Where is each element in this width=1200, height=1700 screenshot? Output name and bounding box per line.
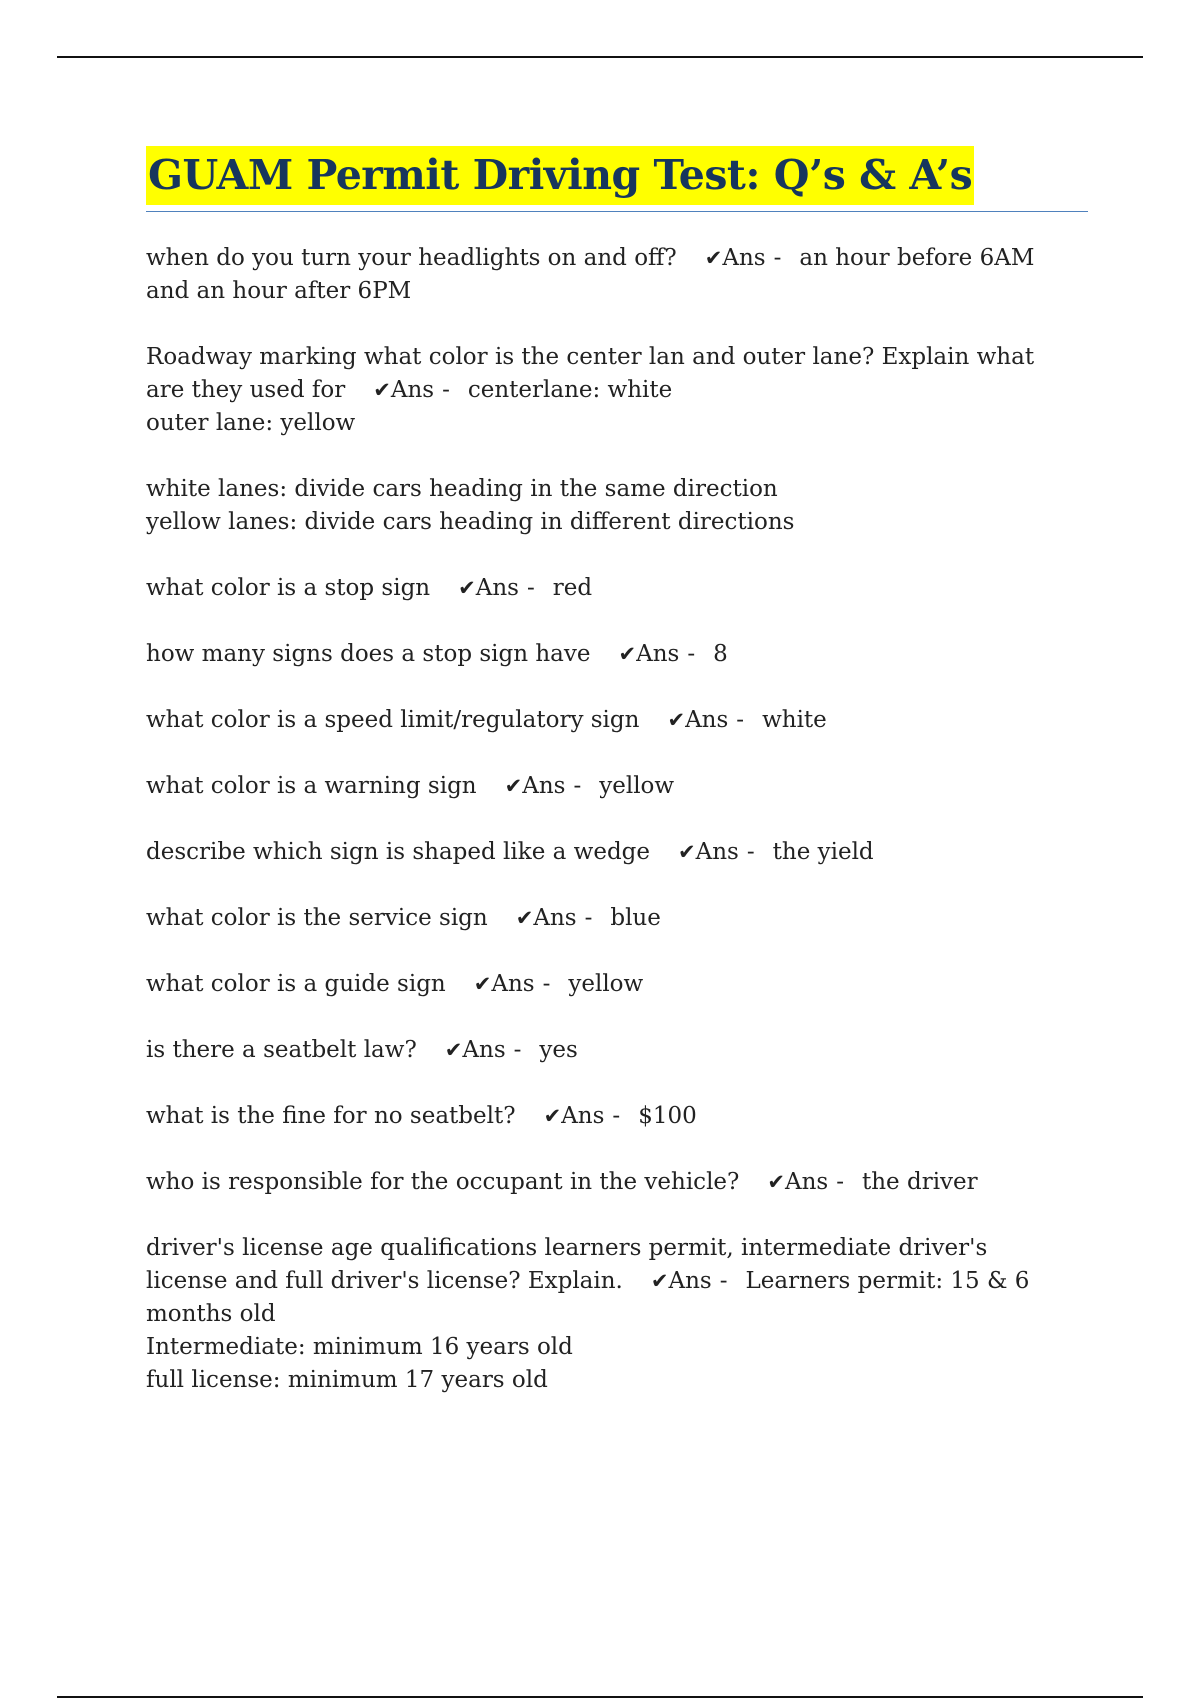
question-text: how many signs does a stop sign have xyxy=(146,641,591,667)
header-rule xyxy=(57,56,1143,58)
answer-text: yellow lanes: divide cars heading in different directions xyxy=(146,509,795,535)
checkmark-icon: ✔ xyxy=(618,642,637,666)
answer-text: months old xyxy=(146,1301,276,1327)
answer-text: white xyxy=(762,707,827,733)
qa-item-wedge-sign: describe which sign is shaped like a wedge ✔Ans - the yield xyxy=(146,839,874,865)
qa-item-guide-sign: what color is a guide sign ✔Ans - yellow xyxy=(146,971,644,997)
answer-text: and an hour after 6PM xyxy=(146,278,412,304)
answer-text: the driver xyxy=(862,1169,978,1195)
answer-text: Learners permit: 15 & 6 xyxy=(745,1268,1030,1294)
qa-item-regulatory-sign: what color is a speed limit/regulatory sign ✔Ans - white xyxy=(146,707,827,733)
answer-text: full license: minimum 17 years old xyxy=(146,1367,548,1393)
ans-label: Ans xyxy=(636,641,680,667)
qa-item-seatbelt-law: is there a seatbelt law? ✔Ans - yes xyxy=(146,1037,578,1063)
answer-text: an hour before 6AM xyxy=(799,245,1035,271)
question-text: what color is a warning sign xyxy=(146,773,477,799)
answer-text: outer lane: yellow xyxy=(146,410,356,436)
answer-text: the yield xyxy=(772,839,874,865)
checkmark-icon: ✔ xyxy=(678,840,696,864)
question-text: describe which sign is shaped like a wedge xyxy=(146,839,651,865)
ans-label: Ans xyxy=(462,1037,506,1063)
checkmark-icon: ✔ xyxy=(515,906,534,930)
answer-text: blue xyxy=(610,905,661,931)
footer-rule xyxy=(57,1696,1143,1698)
ans-label: Ans xyxy=(722,245,766,271)
answer-text: yellow xyxy=(568,971,644,997)
checkmark-icon: ✔ xyxy=(504,774,523,798)
checkmark-icon: ✔ xyxy=(473,972,492,996)
answer-text: yes xyxy=(539,1037,578,1063)
question-text: Roadway marking what color is the center lan and outer lane? Explain what xyxy=(146,344,1035,370)
ans-label: Ans xyxy=(475,575,519,601)
checkmark-icon: ✔ xyxy=(667,708,686,732)
checkmark-icon: ✔ xyxy=(458,576,476,600)
question-text: what color is a guide sign xyxy=(146,971,446,997)
question-text: who is responsible for the occupant in the vehicle? xyxy=(146,1169,740,1195)
question-text: is there a seatbelt law? xyxy=(146,1037,417,1063)
question-text: what color is a stop sign xyxy=(146,575,431,601)
question-text: driver's license age qualifications learners permit, intermediate driver's xyxy=(146,1235,988,1261)
ans-label: Ans xyxy=(533,905,577,931)
qa-item-stop-sign-sides: how many signs does a stop sign have ✔Ans - 8 xyxy=(146,641,728,667)
ans-label: Ans xyxy=(685,707,729,733)
qa-item-service-sign: what color is the service sign ✔Ans - blue xyxy=(146,905,661,931)
checkmark-icon: ✔ xyxy=(650,1269,669,1293)
checkmark-icon: ✔ xyxy=(543,1104,562,1128)
qa-item-stop-sign-color: what color is a stop sign ✔Ans - red xyxy=(146,575,593,601)
answer-text: centerlane: white xyxy=(467,377,673,403)
qa-item-roadway-marking: Roadway marking what color is the center lan and outer lane? Explain what are they used for ✔Ans - centerlane: white outer lane: yellow white lanes: divide cars heading in the same direction yellow lanes: divide cars heading in different directions xyxy=(146,341,1088,539)
answer-text: red xyxy=(552,575,593,601)
qa-list xyxy=(146,242,1088,1397)
question-text: what color is the service sign xyxy=(146,905,488,931)
checkmark-icon: ✔ xyxy=(767,1170,785,1194)
qa-item-seatbelt-fine: what is the fine for no seatbelt? ✔Ans - $100 xyxy=(146,1103,697,1129)
answer-text: $100 xyxy=(638,1103,697,1129)
ans-label: Ans xyxy=(561,1103,605,1129)
qa-item-warning-sign: what color is a warning sign ✔Ans - yellow xyxy=(146,773,675,799)
checkmark-icon: ✔ xyxy=(444,1038,463,1062)
checkmark-icon: ✔ xyxy=(704,246,723,270)
question-text: what color is a speed limit/regulatory sign xyxy=(146,707,640,733)
page-title: GUAM Permit Driving Test: Q’s & A’s xyxy=(146,146,974,205)
ans-label: Ans xyxy=(695,839,739,865)
ans-label: Ans xyxy=(784,1169,829,1195)
ans-label: Ans xyxy=(522,773,566,799)
title-block xyxy=(146,146,1088,212)
question-text: are they used for xyxy=(146,377,346,403)
question-text: when do you turn your headlights on and off? xyxy=(146,245,677,271)
question-text: what is the fine for no seatbelt? xyxy=(146,1103,516,1129)
question-text: license and full driver's license? Explain. xyxy=(146,1268,623,1294)
answer-text: white lanes: divide cars heading in the same direction xyxy=(146,476,778,502)
qa-item-license-age: driver's license age qualifications learners permit, intermediate driver's license and full driver's license? Explain. ✔Ans - Learners permit: 15 & 6 months old Intermediate: minimum 16 years old full license: minimum 17 years old xyxy=(146,1232,1088,1397)
answer-text: yellow xyxy=(599,773,675,799)
answer-text: 8 xyxy=(713,641,728,667)
ans-label: Ans xyxy=(390,377,435,403)
qa-item-occupant-responsibility: who is responsible for the occupant in the vehicle? ✔Ans - the driver xyxy=(146,1169,978,1195)
answer-text: Intermediate: minimum 16 years old xyxy=(146,1334,573,1360)
checkmark-icon: ✔ xyxy=(373,378,391,402)
qa-item-headlights: when do you turn your headlights on and off? ✔Ans - an hour before 6AM and an hour after 6PM xyxy=(146,242,1088,308)
ans-label: Ans xyxy=(668,1268,712,1294)
document-body xyxy=(146,146,1088,1430)
ans-label: Ans xyxy=(491,971,535,997)
